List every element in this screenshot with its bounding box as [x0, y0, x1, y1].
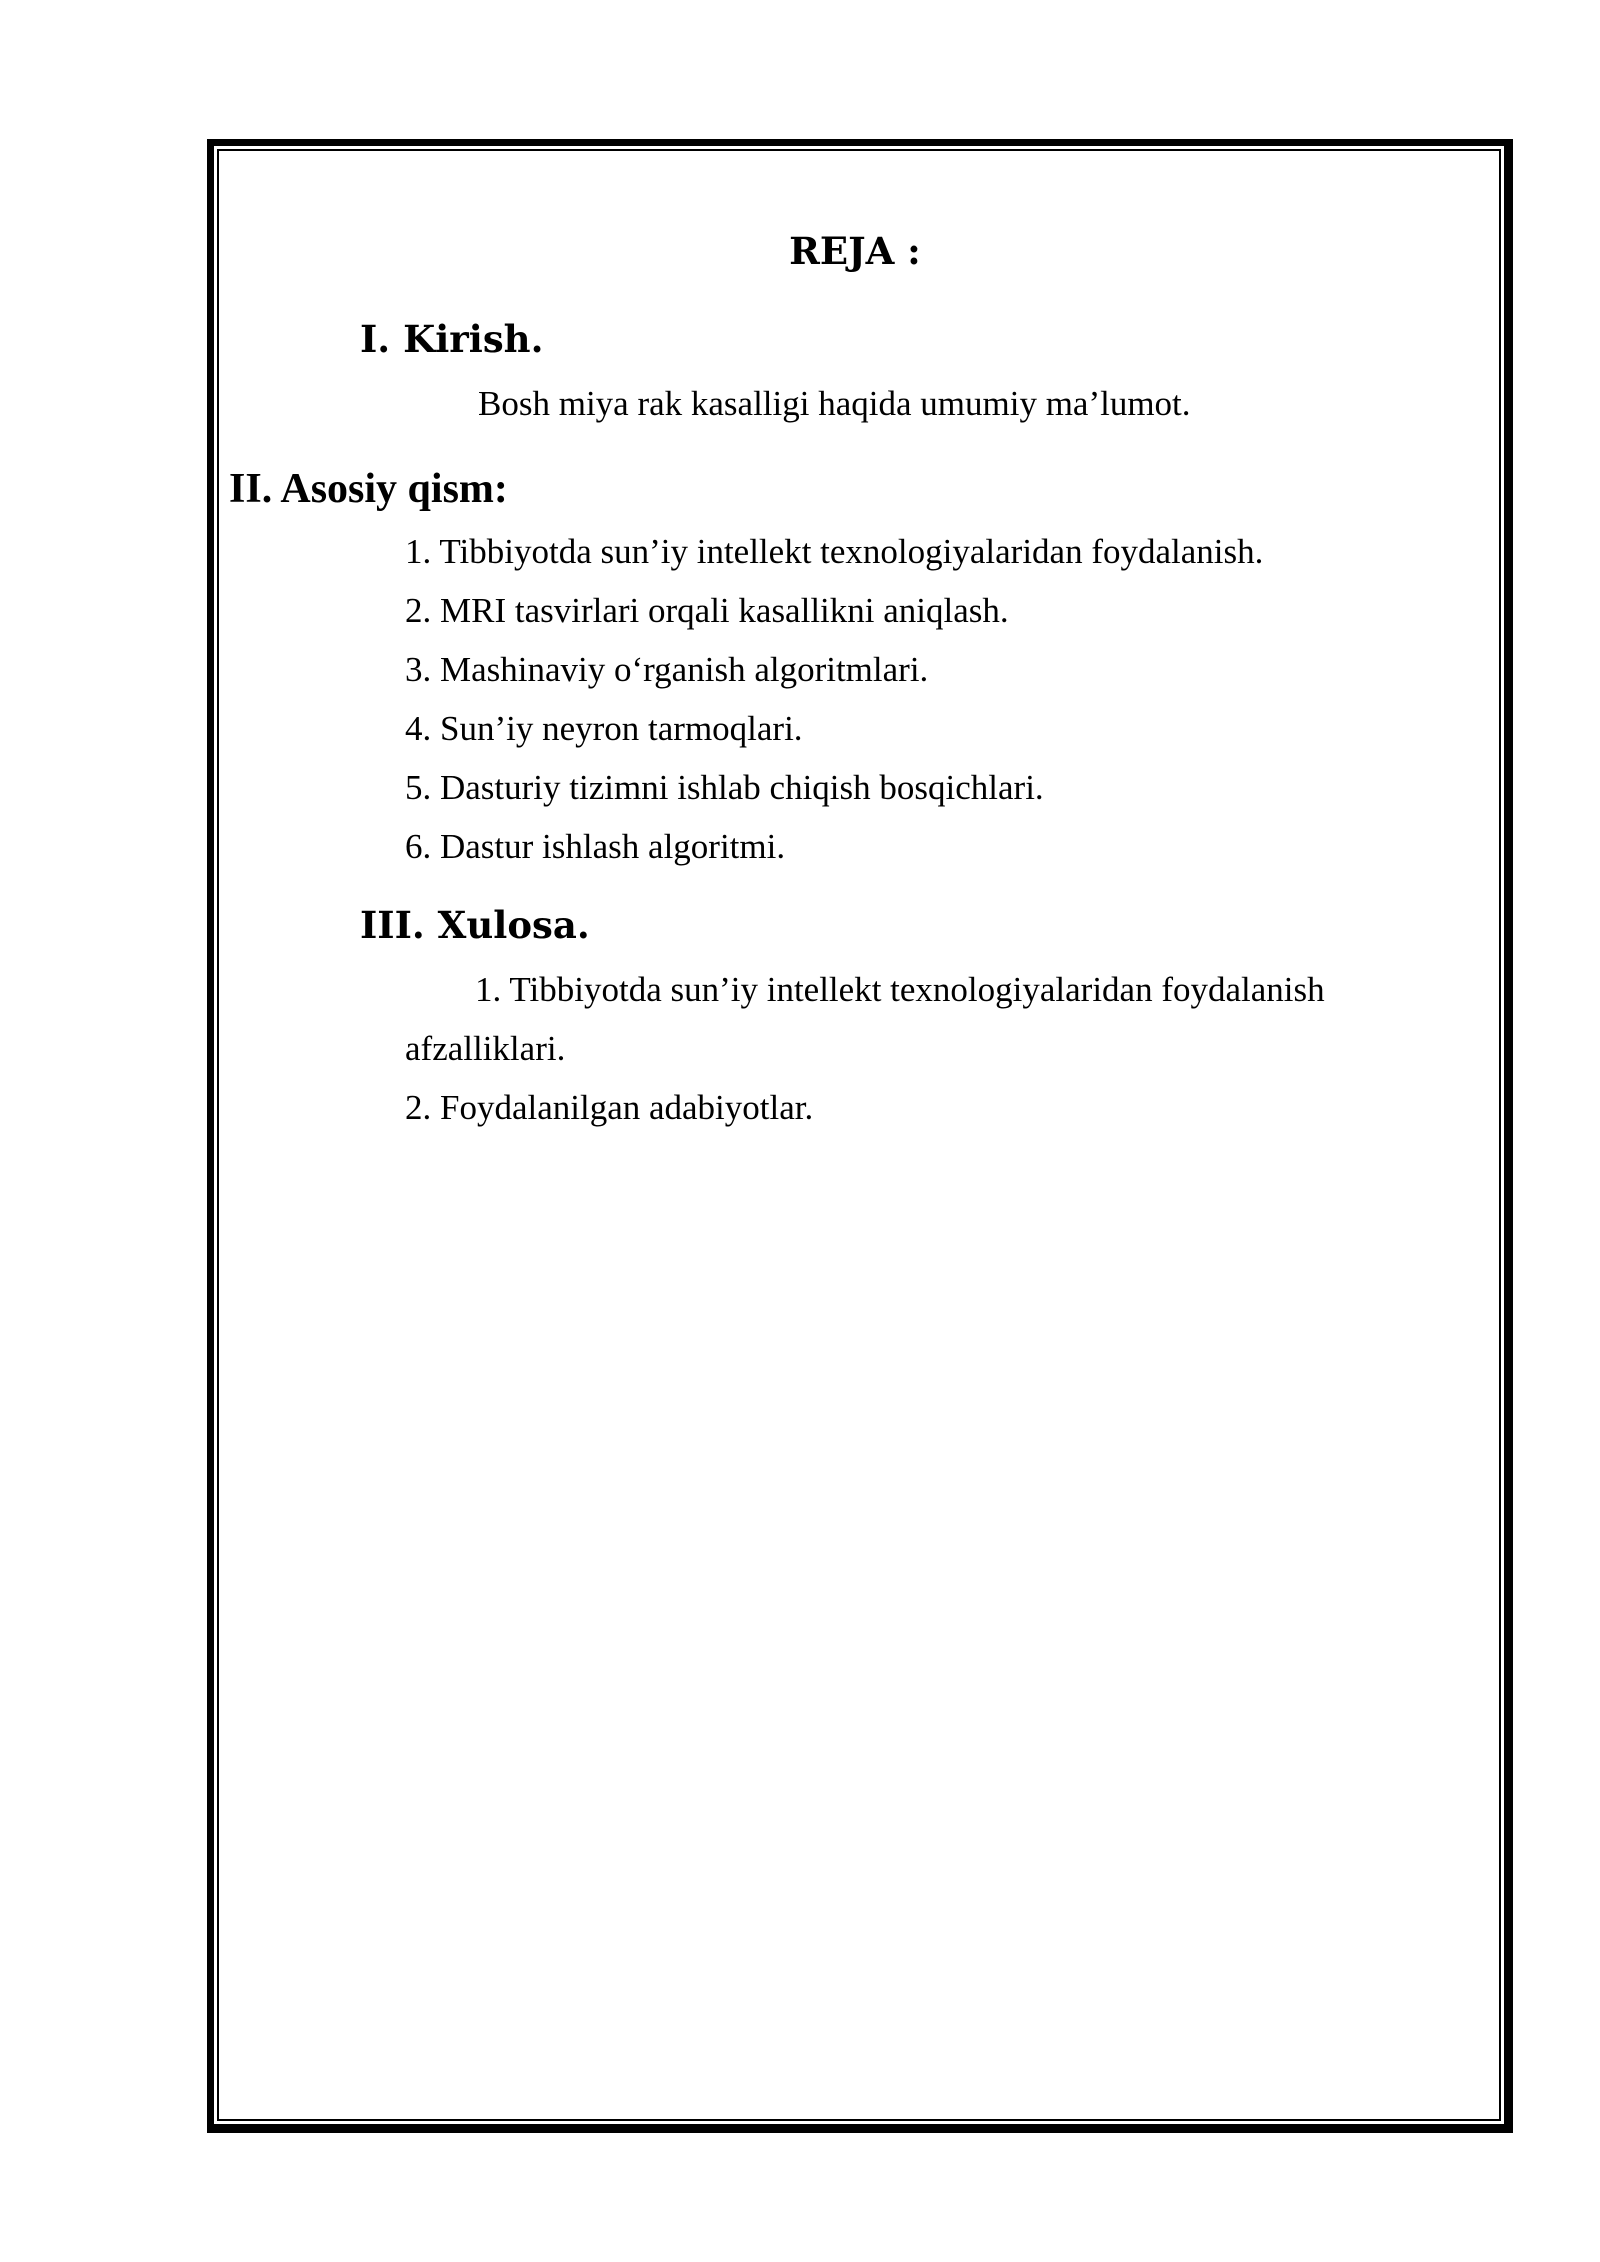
- section-heading-introduction: I. Kirish.: [360, 317, 544, 361]
- main-part-item-4: 4. Sun’iy neyron tarmoqlari.: [405, 709, 803, 748]
- conclusion-item-2: 2. Foydalanilgan adabiyotlar.: [405, 1088, 814, 1127]
- section-heading-conclusion: III. Xulosa.: [360, 903, 590, 947]
- introduction-item: Bosh miya rak kasalligi haqida umumiy ma’lumot.: [478, 384, 1191, 423]
- conclusion-item-1: 1. Tibbiyotda sun’iy intellekt texnologiyalaridan foydalanish: [475, 970, 1325, 1009]
- main-part-item-3: 3. Mashinaviy o‘rganish algoritmlari.: [405, 650, 929, 689]
- page-border-shadow-right: [1511, 139, 1513, 2133]
- section-heading-main-part: II. Asosiy qism:: [229, 466, 508, 512]
- main-part-item-2: 2. MRI tasvirlari orqali kasallikni aniqlash.: [405, 591, 1009, 630]
- page-border-inner: [217, 149, 1501, 2121]
- document-title: REJA :: [789, 229, 921, 273]
- main-part-item-1: 1. Tibbiyotda sun’iy intellekt texnologiyalaridan foydalanish.: [405, 532, 1264, 571]
- main-part-item-5: 5. Dasturiy tizimni ishlab chiqish bosqichlari.: [405, 768, 1044, 807]
- page-border-shadow-bottom: [207, 2131, 1513, 2133]
- main-part-item-6: 6. Dastur ishlash algoritmi.: [405, 827, 786, 866]
- conclusion-item-1-continuation: afzalliklari.: [405, 1029, 566, 1068]
